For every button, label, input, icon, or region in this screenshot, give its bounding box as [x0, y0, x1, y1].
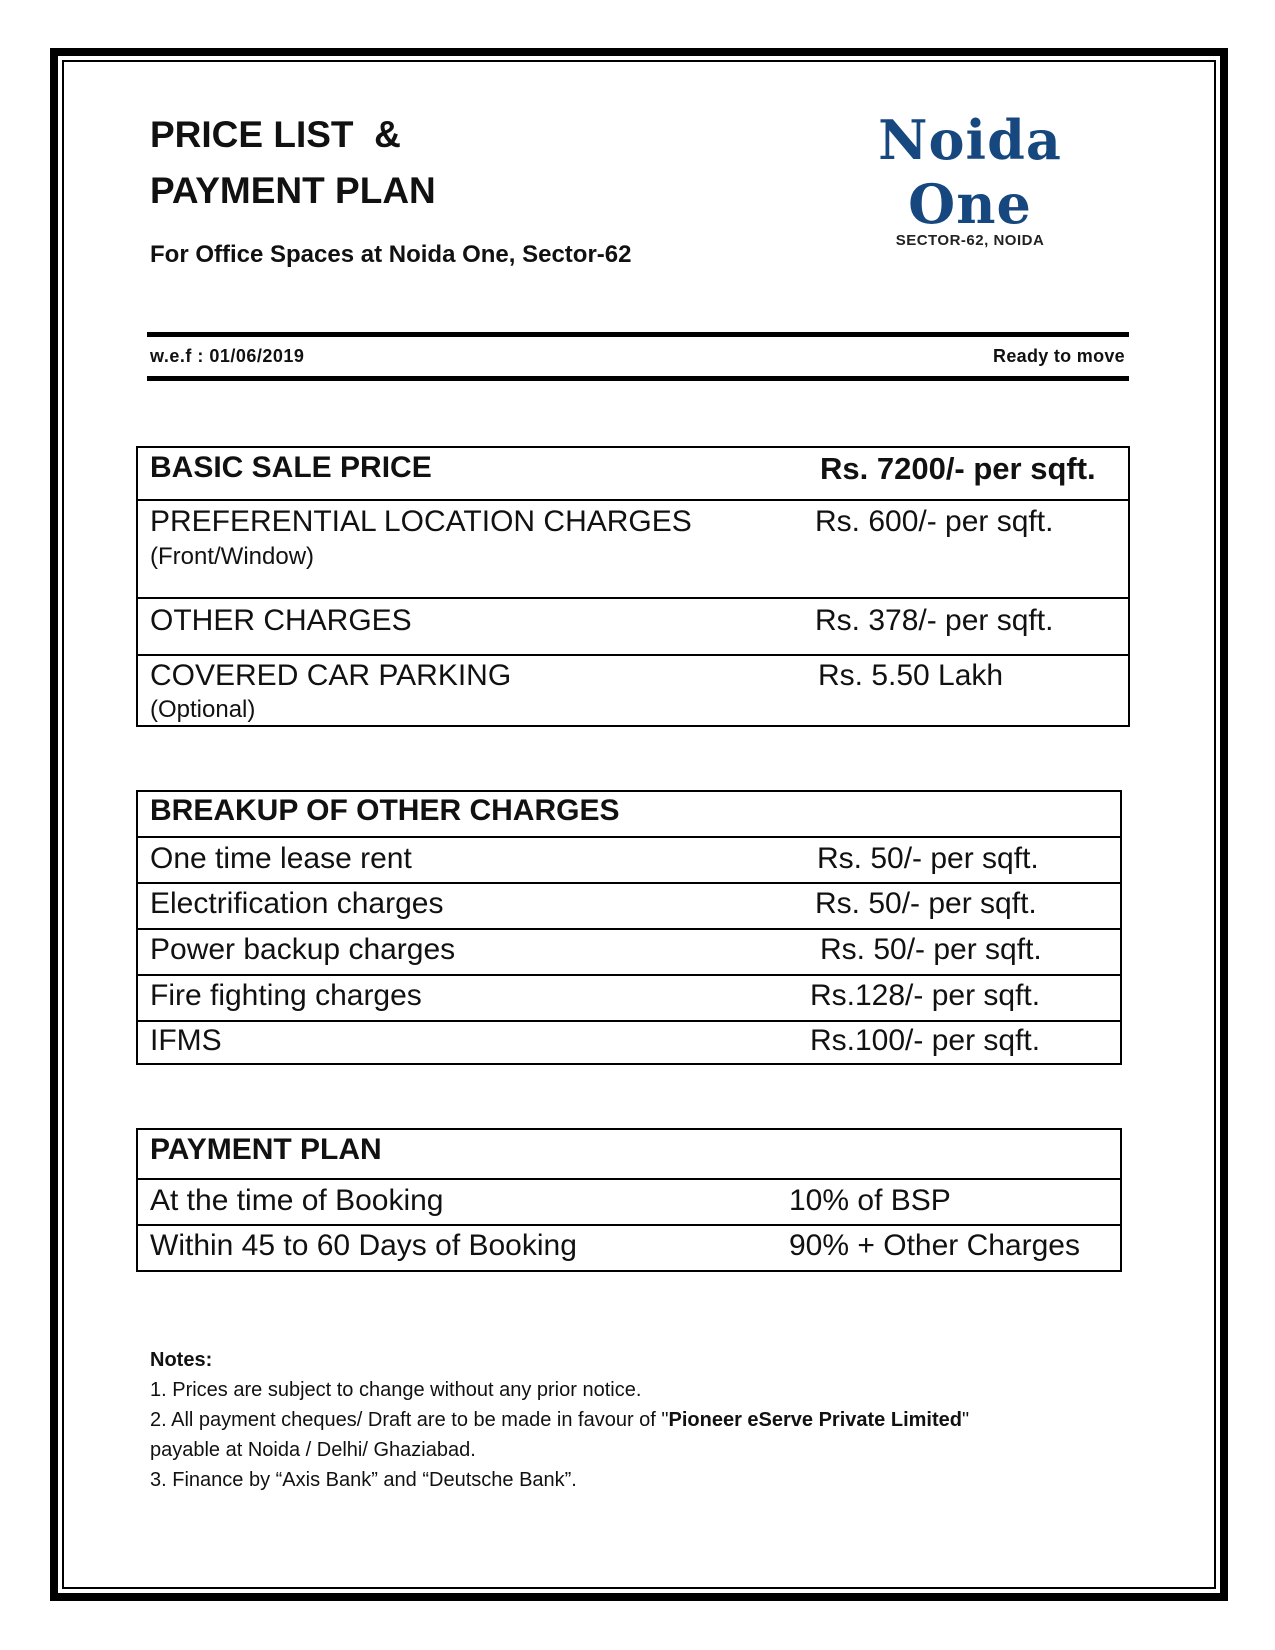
note-item: 1. Prices are subject to change without any prior notice. [150, 1379, 642, 1401]
breakup-item-value: Rs. 50/- per sqft. [817, 842, 1039, 875]
plc-sublabel: (Front/Window) [150, 543, 315, 570]
breakup-item-value: Rs.128/- per sqft. [810, 979, 1041, 1012]
table-row [137, 929, 1121, 975]
note-item: 3. Finance by “Axis Bank” and “Deutsche Bank”. [150, 1469, 577, 1491]
parking-label: COVERED CAR PARKING [150, 659, 512, 692]
payment-stage-value: 10% of BSP [789, 1184, 951, 1217]
notes-heading: Notes: [150, 1349, 213, 1371]
breakup-item-label: Power backup charges [150, 933, 456, 966]
breakup-item-value: Rs. 50/- per sqft. [820, 933, 1042, 966]
title-line-1: PRICE LIST & [150, 114, 401, 155]
breakup-item-value: Rs. 50/- per sqft. [815, 887, 1037, 920]
plc-label: PREFERENTIAL LOCATION CHARGES [150, 505, 692, 538]
basic-price-label: BASIC SALE PRICE [150, 451, 432, 484]
parking-sublabel: (Optional) [150, 696, 256, 723]
table-row [137, 598, 1129, 655]
pricing-table [136, 446, 1130, 727]
effective-date: w.e.f : 01/06/2019 [150, 346, 305, 366]
note-text: " [961, 1409, 970, 1431]
table-row [137, 791, 1121, 837]
table-row [137, 1021, 1121, 1064]
notes-section [150, 1345, 969, 1495]
plc-value: Rs. 600/- per sqft. [815, 505, 1054, 538]
table-row [137, 883, 1121, 929]
divider-top [147, 332, 1129, 337]
table-row [137, 500, 1129, 598]
table-row [137, 1179, 1121, 1225]
breakup-table [136, 790, 1122, 1065]
other-charges-label: OTHER CHARGES [150, 604, 412, 637]
breakup-item-value: Rs.100/- per sqft. [810, 1024, 1041, 1057]
logo-location: SECTOR-62, NOIDA [895, 232, 1045, 249]
breakup-heading: BREAKUP OF OTHER CHARGES [150, 794, 620, 827]
table-row [137, 447, 1129, 500]
other-charges-value: Rs. 378/- per sqft. [815, 604, 1054, 637]
table-row [137, 1225, 1121, 1271]
brand-logo [820, 108, 1120, 249]
divider-bottom [147, 376, 1129, 381]
breakup-item-label: Fire fighting charges [150, 979, 422, 1012]
page-title [150, 107, 436, 219]
note-text: 2. All payment cheques/ Draft are to be made in favour of " [150, 1409, 669, 1431]
table-row [137, 975, 1121, 1021]
note-item [150, 1405, 969, 1435]
table-row [137, 1129, 1121, 1179]
breakup-item-label: Electrification charges [150, 887, 444, 920]
payment-stage-label: At the time of Booking [150, 1184, 444, 1217]
breakup-item-label: IFMS [150, 1024, 222, 1057]
payment-plan-table [136, 1128, 1122, 1272]
logo-name: Noida One [878, 108, 1062, 236]
table-row [137, 837, 1121, 883]
basic-price-value: Rs. 7200/- per sqft. [820, 451, 1096, 486]
payee-name: Pioneer eServe Private Limited [668, 1409, 962, 1431]
payment-plan-heading: PAYMENT PLAN [150, 1133, 382, 1166]
page-subtitle: For Office Spaces at Noida One, Sector-62 [150, 241, 632, 268]
breakup-item-label: One time lease rent [150, 842, 412, 875]
payment-stage-value: 90% + Other Charges [789, 1229, 1080, 1262]
parking-value: Rs. 5.50 Lakh [818, 659, 1004, 692]
status-text: Ready to move [993, 346, 1125, 366]
note-item-continued: payable at Noida / Delhi/ Ghaziabad. [150, 1439, 476, 1461]
title-line-2: PAYMENT PLAN [150, 170, 436, 211]
table-row [137, 655, 1129, 726]
payment-stage-label: Within 45 to 60 Days of Booking [150, 1229, 577, 1262]
